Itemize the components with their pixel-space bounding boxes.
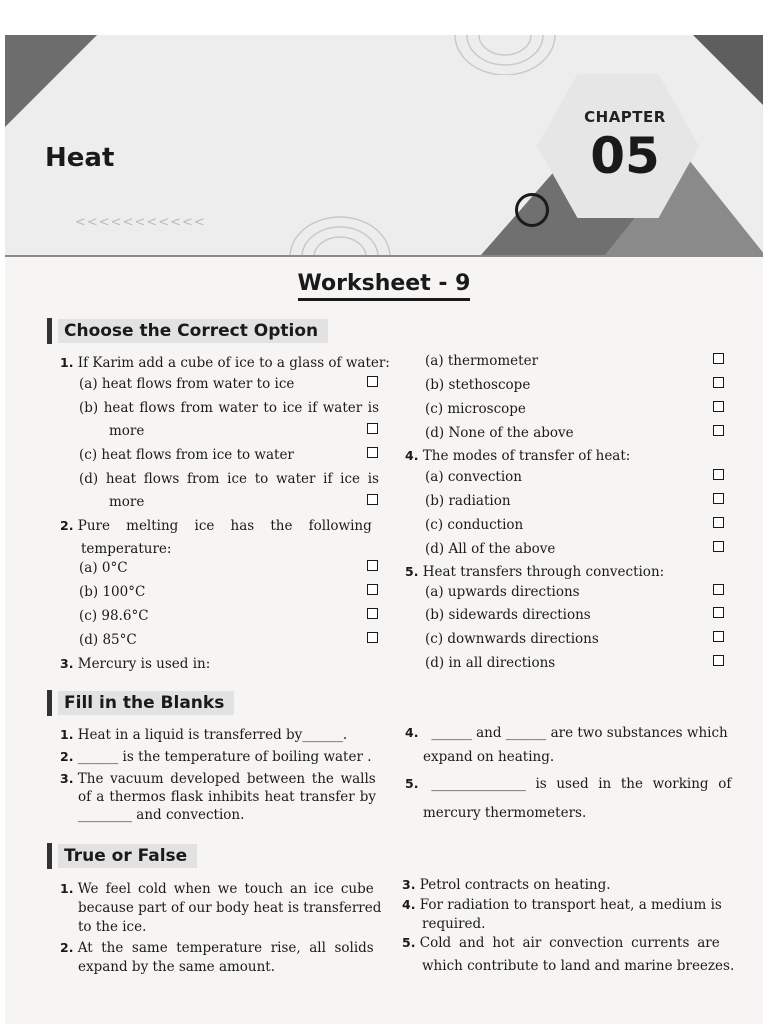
mcq-q3: 3. Mercury is used in: <box>60 656 211 672</box>
mcq-q4-option-c: (c) conduction <box>425 517 524 533</box>
fill-q2: 2. ______ is the temperature of boiling water . <box>60 749 372 765</box>
tf-q1: 1. We feel cold when we touch an ice cube <box>60 881 374 897</box>
tf-q2-cont: expand by the same amount. <box>78 959 276 975</box>
checkbox[interactable] <box>367 584 378 595</box>
tf-q1-cont2: to the ice. <box>78 919 147 935</box>
mcq-q2-option-a: (a) 0°C <box>79 560 128 576</box>
checkbox[interactable] <box>713 353 724 364</box>
mcq-q2: 2. Pure melting ice has the following <box>60 518 372 534</box>
tf-q2: 2. At the same temperature rise, all solids <box>60 940 374 956</box>
mcq-q4-option-a: (a) convection <box>425 469 522 485</box>
mcq-q5-option-b: (b) sidewards directions <box>425 607 591 623</box>
chapter-banner <box>5 35 763 257</box>
section-tf-heading: True or False <box>47 842 197 870</box>
fill-q3-cont2: ________ and convection. <box>78 807 245 823</box>
fill-q3: 3. The vacuum developed between the walls <box>60 771 376 787</box>
mcq-q2-option-d: (d) 85°C <box>79 632 137 648</box>
mcq-q4-option-b: (b) radiation <box>425 493 511 509</box>
mcq-q4: 4. The modes of transfer of heat: <box>405 448 631 464</box>
mcq-q5-option-a: (a) upwards directions <box>425 584 580 600</box>
mcq-q1-option-b: (b) heat flows from water to ice if water is <box>79 400 379 416</box>
mcq-q1-option-a: (a) heat flows from water to ice <box>79 376 295 392</box>
checkbox[interactable] <box>367 560 378 571</box>
fill-q4: 4. ______ and ______ are two substances which <box>405 725 728 741</box>
mcq-q1-option-b-cont: more <box>109 423 145 439</box>
tf-q3: 3. Petrol contracts on heating. <box>402 877 611 893</box>
section-mcq-heading: Choose the Correct Option <box>47 317 328 345</box>
worksheet-title: Worksheet - 9 <box>5 271 763 296</box>
fill-q1: 1. Heat in a liquid is transferred by______. <box>60 727 348 743</box>
decor-arcs-top <box>445 35 565 75</box>
checkbox[interactable] <box>713 425 724 436</box>
checkbox[interactable] <box>713 584 724 595</box>
checkbox[interactable] <box>367 423 378 434</box>
checkbox[interactable] <box>367 494 378 505</box>
fill-q5-cont: mercury thermometers. <box>423 805 587 821</box>
tf-q4-cont: required. <box>422 916 486 932</box>
mcq-q3-option-d: (d) None of the above <box>425 425 574 441</box>
mcq-q1: 1. If Karim add a cube of ice to a glass of water: <box>60 355 390 371</box>
mcq-q4-option-d: (d) All of the above <box>425 541 556 557</box>
mcq-q5-option-d: (d) in all directions <box>425 655 556 671</box>
mcq-q1-option-d: (d) heat flows from ice to water if ice is <box>79 471 379 487</box>
mcq-q3-option-a: (a) thermometer <box>425 353 539 369</box>
checkbox[interactable] <box>713 469 724 480</box>
mcq-q2-option-c: (c) 98.6°C <box>79 608 149 624</box>
fill-q3-cont: of a thermos flask inhibits heat transfer by <box>78 789 376 805</box>
mcq-q1-option-c: (c) heat flows from ice to water <box>79 447 294 463</box>
tf-q5: 5. Cold and hot air convection currents are <box>402 935 720 951</box>
mcq-q1-option-d-cont: more <box>109 494 145 510</box>
mcq-q2-option-b: (b) 100°C <box>79 584 146 600</box>
checkbox[interactable] <box>367 447 378 458</box>
chapter-number: 05 <box>590 127 660 185</box>
checkbox[interactable] <box>713 401 724 412</box>
fill-q5: 5. ______________ is used in the working of <box>405 776 732 792</box>
section-fill-heading: Fill in the Blanks <box>47 689 234 717</box>
decor-ring-icon <box>515 193 549 227</box>
decor-arcs-bottom <box>285 213 395 257</box>
fill-q4-cont: expand on heating. <box>423 749 555 765</box>
chapter-title: Heat <box>45 143 115 173</box>
mcq-q2-cont: temperature: <box>81 541 172 557</box>
mcq-q3-option-c: (c) microscope <box>425 401 526 417</box>
tf-q4: 4. For radiation to transport heat, a medium is <box>402 897 722 913</box>
decor-chevrons: <<<<<<<<<<< <box>75 215 206 230</box>
worksheet-page <box>5 35 763 1024</box>
tf-q1-cont: because part of our body heat is transferred <box>78 900 382 916</box>
checkbox[interactable] <box>713 655 724 666</box>
checkbox[interactable] <box>713 493 724 504</box>
checkbox[interactable] <box>367 632 378 643</box>
mcq-q5: 5. Heat transfers through convection: <box>405 564 665 580</box>
checkbox[interactable] <box>367 376 378 387</box>
tf-q5-cont: which contribute to land and marine breezes. <box>422 958 735 974</box>
checkbox[interactable] <box>713 607 724 618</box>
decor-corner-shape <box>5 35 97 127</box>
checkbox[interactable] <box>713 517 724 528</box>
checkbox[interactable] <box>713 631 724 642</box>
checkbox[interactable] <box>713 541 724 552</box>
checkbox[interactable] <box>713 377 724 388</box>
banner-divider <box>5 255 763 257</box>
mcq-q3-option-b: (b) stethoscope <box>425 377 531 393</box>
chapter-label: CHAPTER <box>584 108 666 126</box>
checkbox[interactable] <box>367 608 378 619</box>
mcq-q5-option-c: (c) downwards directions <box>425 631 599 647</box>
